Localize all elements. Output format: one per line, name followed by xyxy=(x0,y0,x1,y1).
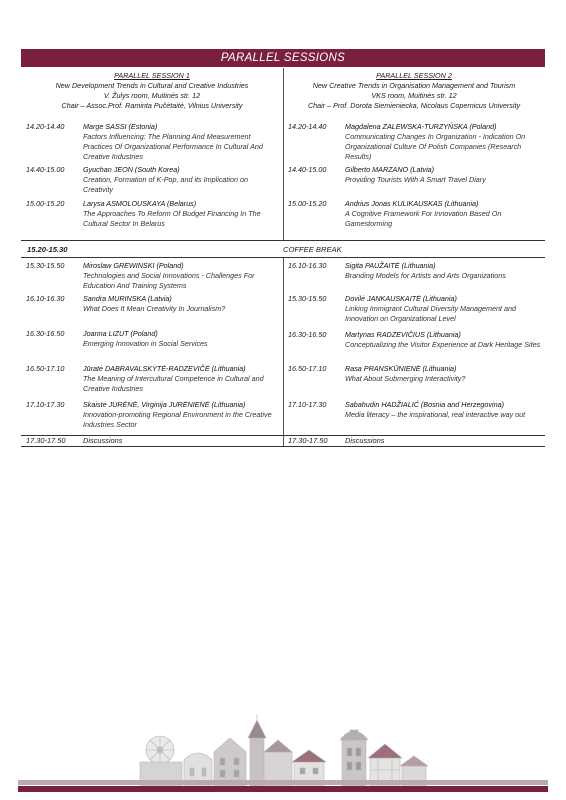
discussion-label-left: Discussions xyxy=(83,436,123,445)
talk-title: A Cognitive Framework For Innovation Based On Gamestorming xyxy=(345,209,502,228)
talk-time: 15.30-15.50 xyxy=(26,261,65,270)
session-1-theme: New Development Trends in Cultural and Creative Industries xyxy=(55,81,249,90)
session-2-block-2 xyxy=(283,261,545,435)
session-1-header xyxy=(21,68,283,120)
talk-row xyxy=(21,261,283,294)
talk-title: Communicating Changes In Organization - Indication On Organizational Culture Of Polish Companies (Research Results) xyxy=(345,132,526,161)
coffee-break-time: 15.20-15.30 xyxy=(27,245,68,254)
talk-speaker: Marge SASSI (Estonia) xyxy=(83,122,158,131)
talk-title: Conceptualizing the Visitor Experience at Dark Heritage Sites xyxy=(345,340,541,349)
talk-time: 16.50-17.10 xyxy=(26,364,65,373)
talk-speaker: Rasa PRANSKŪNIENĖ (Lithuania) xyxy=(345,364,457,373)
coffee-break-row xyxy=(21,241,545,258)
talk-row xyxy=(283,364,545,400)
discussion-time-left: 17.30-17.50 xyxy=(26,436,66,445)
talk-title: Factors Influencing: The Planning And Measurement Practices Of Organizational Performance In Cultural And Creative Industries xyxy=(83,132,263,161)
session-1-name: PARALLEL SESSION 1 xyxy=(114,71,190,80)
talk-row xyxy=(283,294,545,330)
session-2-theme: New Creative Trends in Organisation Management and Tourism xyxy=(312,81,516,90)
talk-row xyxy=(21,400,283,435)
page-title-banner: PARALLEL SESSIONS xyxy=(21,49,545,67)
talk-speaker: Skaistė JURĖNĖ, Virginija JURĖNIENĖ (Lithuania) xyxy=(83,400,246,409)
session-2-chair: Chair – Prof. Dorota Siemieniecka, Nicolaus Copernicus University xyxy=(307,101,521,110)
talk-speaker: Dovilė JANKAUSKAITĖ (Lithuania) xyxy=(345,294,457,303)
town-skyline-illustration xyxy=(138,712,428,790)
talk-row xyxy=(283,261,545,294)
session-2-header xyxy=(283,68,545,120)
talk-time: 15.30-15.50 xyxy=(288,294,327,303)
session-2-name: PARALLEL SESSION 2 xyxy=(376,71,452,80)
talk-title: Emerging Innovation in Social Services xyxy=(83,339,208,348)
session-1-block-2 xyxy=(21,261,283,435)
talk-time: 14.20-14.40 xyxy=(288,122,327,131)
session-1-chair: Chair – Assoc.Prof. Raminta Pučėtaitė, Vilnius University xyxy=(61,101,243,110)
talk-title: Branding Models for Artists and Arts Organizations xyxy=(345,271,506,280)
talk-title: Innovation-promoting Regional Environment in the Creative Industries Sector xyxy=(83,410,272,429)
session-2-block-1 xyxy=(283,122,545,229)
talk-time: 16.30-16.50 xyxy=(26,329,65,338)
talk-title: Linking Immigrant Cultural Diversity Management and Innovation on Organizational Level xyxy=(345,304,516,323)
talk-speaker: Joanna LIZUT (Poland) xyxy=(83,329,158,338)
talk-time: 16.10-16.30 xyxy=(26,294,65,303)
talk-time: 14.20-14.40 xyxy=(26,122,65,131)
talk-row xyxy=(283,122,545,165)
talk-title: What Does It Mean Creativity In Journalism? xyxy=(83,304,226,313)
talk-time: 17.10-17.30 xyxy=(288,400,327,409)
discussion-row xyxy=(21,436,545,446)
talk-speaker: Sabahudin HADŽIALIĆ (Bosnia and Herzegovina) xyxy=(345,400,505,409)
talk-time: 16.30-16.50 xyxy=(288,330,327,339)
talk-speaker: Andrius Jonas KULIKAUSKAS (Lithuania) xyxy=(345,199,479,208)
divider-line xyxy=(21,446,545,447)
talk-speaker: Sandra MURINSKA (Latvia) xyxy=(83,294,172,303)
talk-row xyxy=(283,199,545,229)
talk-speaker: Miroslaw GREWINSKI (Poland) xyxy=(83,261,184,270)
talk-speaker: Gyuchan JEON (South Korea) xyxy=(83,165,180,174)
talk-row xyxy=(21,329,283,364)
talk-speaker: Larysa ASMOLOUSKAYA (Belarus) xyxy=(83,199,197,208)
divider-line xyxy=(21,257,545,258)
talk-title: The Meaning of Intercultural Competence in Cultural and Creative Industries xyxy=(83,374,264,393)
talk-row xyxy=(283,330,545,364)
talk-speaker: Jūratė DABRAVALSKYTĖ-RADZEVIČĖ (Lithuania) xyxy=(83,364,246,373)
discussion-label-right: Discussions xyxy=(345,436,385,445)
talk-speaker: Gilberto MARZANO (Latvia) xyxy=(345,165,435,174)
talk-row xyxy=(21,364,283,400)
talk-title: Providing Tourists With A Smart Travel Diary xyxy=(345,175,486,184)
talk-time: 15.00-15.20 xyxy=(26,199,65,208)
talk-time: 15.00-15.20 xyxy=(288,199,327,208)
session-2-column xyxy=(283,68,545,120)
talk-row xyxy=(283,165,545,199)
talk-time: 16.50-17.10 xyxy=(288,364,327,373)
talk-row xyxy=(21,294,283,329)
talk-title: Media literacy – the inspirational, real interactive way out xyxy=(345,410,526,419)
talk-title: Creation, Formation of K-Pop, and its Implication on Creativity xyxy=(83,175,248,194)
talk-time: 17.10-17.30 xyxy=(26,400,65,409)
talk-row xyxy=(21,122,283,165)
talk-row xyxy=(21,199,283,229)
talk-speaker: Sigita PAUŽAITĖ (Lithuania) xyxy=(345,261,436,270)
session-1-room: V. Žulys room, Muitinės str. 12 xyxy=(103,91,201,100)
talk-speaker: Magdalena ZALEWSKA-TURZYŃSKA (Poland) xyxy=(345,122,497,131)
footer-band-light xyxy=(18,780,548,785)
talk-title: Technologies and Social Innovations - Challenges For Education And Training Systems xyxy=(83,271,255,290)
talk-time: 14.40-15.00 xyxy=(288,165,327,174)
talk-row xyxy=(21,165,283,199)
talk-title: What About Submerging Interactivity? xyxy=(345,374,466,383)
talk-title: The Approaches To Reform Of Budget Financing In The Cultural Sector In Belarus xyxy=(83,209,261,228)
talk-time: 14.40-15.00 xyxy=(26,165,65,174)
session-1-column xyxy=(21,68,283,120)
coffee-break-label: COFFEE BREAK xyxy=(283,245,342,254)
footer-band xyxy=(18,786,548,792)
talk-row xyxy=(283,400,545,435)
talk-speaker: Martynas RADZEVIČIUS (Lithuania) xyxy=(345,330,461,339)
session-2-room: VKS room, Muitinės str. 12 xyxy=(371,91,457,100)
discussion-time-right: 17.30-17.50 xyxy=(288,436,328,445)
session-1-block-1 xyxy=(21,122,283,229)
talk-time: 16.10-16.30 xyxy=(288,261,327,270)
